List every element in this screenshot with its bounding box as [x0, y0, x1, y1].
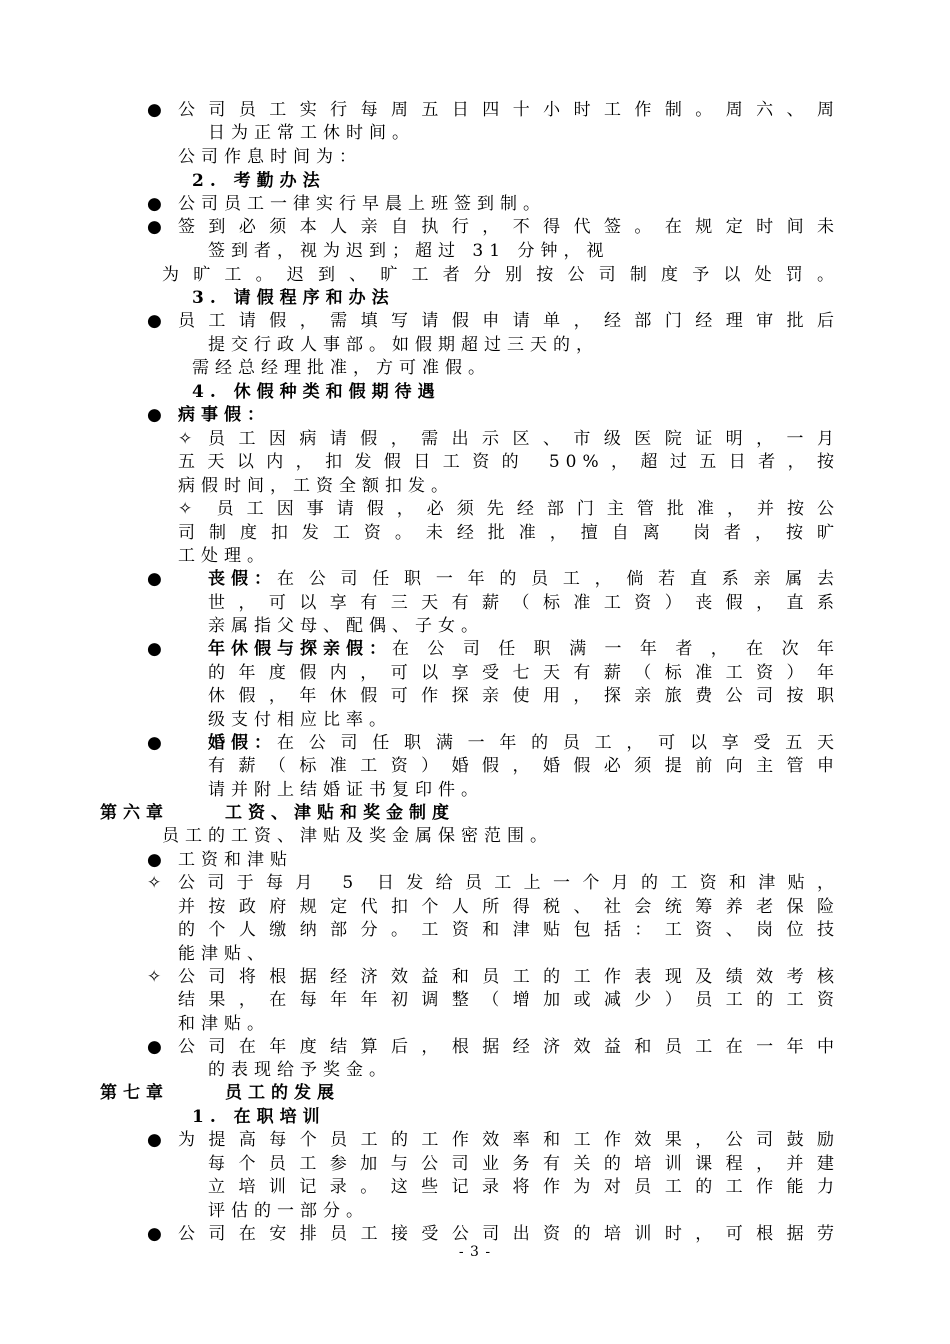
section-heading: 2. 考勤办法 [192, 171, 326, 191]
text-line: 员工请假，需填写请假申请单，经部门经理审批后 [178, 311, 840, 331]
text-line: 公司在年度结算后，根据经济效益和员工在一年中 [178, 1037, 840, 1057]
text-line [208, 568, 840, 590]
text-line: 有薪（标准工资）婚假，婚假必须提前向主管申 [208, 756, 840, 776]
text-line: 病假时间，工资全额扣发。 [178, 476, 454, 496]
bullet-icon: ● [147, 405, 162, 425]
diamond-bullet-icon: ✧ [147, 967, 162, 987]
leave-type-label: 婚假： [208, 733, 277, 753]
leave-type-label: 丧假： [208, 569, 277, 589]
bullet-icon: ● [147, 569, 162, 589]
text-line: 公司员工实行每周五日四十小时工作制。周六、周 [178, 100, 840, 120]
diamond-bullet-icon: ✧ [147, 873, 162, 893]
section-heading: 4. 休假种类和假期待遇 [192, 382, 441, 402]
text-line: 请并附上结婚证书复印件。 [208, 780, 484, 800]
text-line: 公司将根据经济效益和员工的工作表现及绩效考核 [178, 967, 840, 987]
text-line: 日为正常工休时间。 [208, 123, 415, 143]
text-span: 在公司任职满一年的员工，可以享受五天 [277, 733, 840, 753]
text-line: 和津贴。 [178, 1014, 270, 1034]
section-heading: 3. 请假程序和办法 [192, 288, 395, 308]
text-line: 为旷工。迟到、旷工者分别按公司制度予以处罚。 [162, 265, 840, 285]
text-line: 结果，在每年年初调整（增加或减少）员工的工资 [178, 990, 840, 1010]
text-line: 能津贴、 [178, 944, 270, 964]
bullet-icon: ● [147, 100, 162, 120]
text-line: 的表现给予奖金。 [208, 1060, 392, 1080]
text-line: 公司员工一律实行早晨上班签到制。 [178, 194, 546, 214]
subheading: 病事假： [178, 405, 270, 425]
bullet-icon: ● [147, 639, 162, 659]
text-line: 员工的工资、津贴及奖金属保密范围。 [162, 826, 553, 846]
text-line: 公司作息时间为： [178, 147, 362, 167]
leave-type-label: 年休假与探亲假： [208, 639, 392, 659]
text-line: 评估的一部分。 [208, 1201, 369, 1221]
page-number: - 3 - [458, 1244, 492, 1260]
text-line: 五天以内，扣发假日工资的 50%，超过五日者，按 [178, 452, 840, 472]
bullet-icon: ● [147, 1130, 162, 1150]
chapter-title: 工资、津贴和奖金制度 [225, 803, 455, 823]
text-line: 工处理。 [178, 546, 270, 566]
bullet-icon: ● [147, 733, 162, 753]
text-line: 工资和津贴 [178, 850, 293, 870]
text-line: 签到必须本人亲自执行，不得代签。在规定时间未 [178, 217, 840, 237]
text-line: 级支付相应比率。 [208, 710, 392, 730]
text-line: 提交行政人事部。如假期超过三天的， [208, 335, 599, 355]
text-line: 的个人缴纳部分。工资和津贴包括：工资、岗位技 [178, 920, 840, 940]
text-line: 为提高每个员工的工作效率和工作效果，公司鼓励 [178, 1130, 840, 1150]
section-heading: 1. 在职培训 [192, 1107, 326, 1127]
text-line: 立培训记录。这些记录将作为对员工的工作能力 [208, 1177, 840, 1197]
text-line: 公司在安排员工接受公司出资的培训时，可根据劳 [178, 1224, 840, 1244]
text-line: 世，可以享有三天有薪（标准工资）丧假，直系 [208, 593, 840, 613]
text-line: 司制度扣发工资。未经批准，擅自离 岗者，按旷 [178, 523, 840, 543]
text-span: 在公司任职一年的员工，倘若直系亲属去 [277, 569, 840, 589]
text-line: 签到者，视为迟到；超过 31 分钟，视 [208, 241, 610, 261]
text-line: 员工因病请假，需出示区、市级医院证明，一月 [208, 429, 840, 449]
bullet-icon: ● [147, 217, 162, 237]
bullet-icon: ● [147, 850, 162, 870]
bullet-icon: ● [147, 1037, 162, 1057]
bullet-icon: ● [147, 1224, 162, 1244]
text-line: 公司于每月 5 日发给员工上一个月的工资和津贴， [178, 873, 840, 893]
text-line: 亲属指父母、配偶、子女。 [208, 616, 484, 636]
text-line: 休假，年休假可作探亲使用，探亲旅费公司按职 [208, 686, 840, 706]
chapter-number: 第七章 [100, 1083, 169, 1103]
text-line: 并按政府规定代扣个人所得税、社会统筹养老保险 [178, 897, 840, 917]
text-span: 在公司任职满一年者，在次年 [392, 639, 840, 659]
text-line [208, 732, 840, 754]
chapter-number: 第六章 [100, 803, 169, 823]
text-line: 每个员工参加与公司业务有关的培训课程，并建 [208, 1154, 840, 1174]
diamond-bullet-icon: ✧ [178, 429, 193, 449]
bullet-icon: ● [147, 194, 162, 214]
bullet-icon: ● [147, 311, 162, 331]
text-line: ✧ 员工因事请假，必须先经部门主管批准，并按公 [178, 499, 840, 519]
text-line: 的年度假内，可以享受七天有薪（标准工资）年 [208, 663, 840, 683]
text-line: 需经总经理批准，方可准假。 [192, 358, 491, 378]
chapter-title: 员工的发展 [225, 1083, 340, 1103]
text-line [208, 638, 840, 660]
